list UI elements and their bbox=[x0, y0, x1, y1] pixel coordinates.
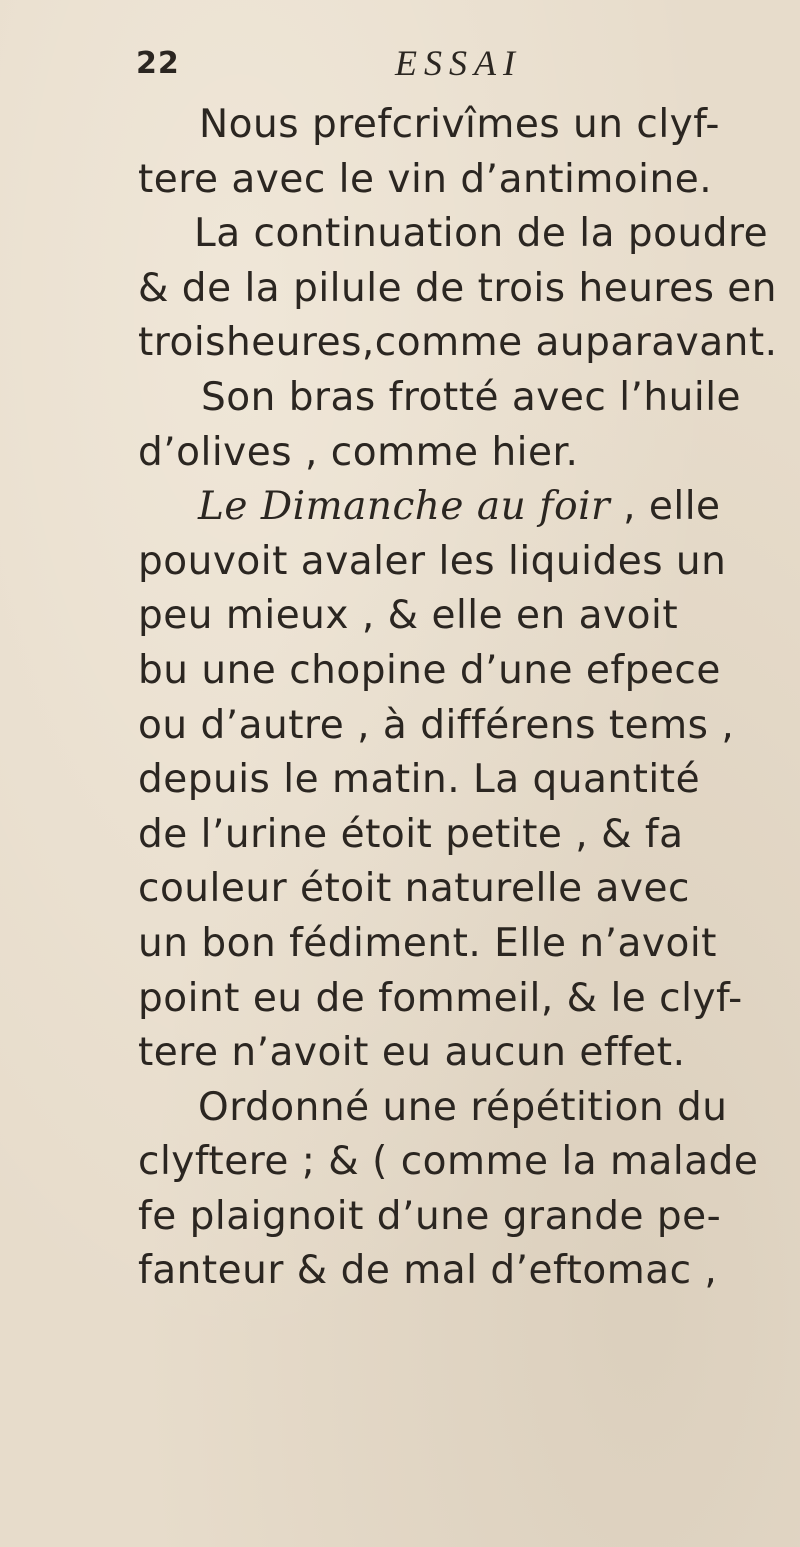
text-line: fanteur & de mal d’eftomac , bbox=[138, 1248, 718, 1294]
body-text bbox=[138, 98, 778, 1299]
text-line-dimanche bbox=[138, 480, 778, 535]
text-line: clyftere ; & ( comme la malade bbox=[138, 1139, 759, 1185]
text-line: fe plaignoit d’une grande pe- bbox=[138, 1193, 722, 1239]
text-line: bu une chopine d’une efpece bbox=[138, 647, 721, 693]
text-line: La continuation de la poudre bbox=[194, 211, 769, 257]
text-line: Nous prefcrivîmes un clyf- bbox=[199, 102, 720, 147]
page-number: 22 bbox=[136, 46, 180, 81]
text-line: couleur étoit naturelle avec bbox=[138, 866, 690, 912]
running-head bbox=[130, 42, 550, 92]
text-line: d’olives , comme hier. bbox=[138, 429, 579, 475]
text-line: peu mieux , & elle en avoit bbox=[138, 593, 679, 639]
day-heading: Le Dimanche au foir bbox=[198, 484, 611, 530]
text-line: point eu de fommeil, & le clyf- bbox=[138, 975, 743, 1021]
text-line: & de la pilule de trois heures en bbox=[138, 265, 778, 311]
text-line: pouvoit avaler les liquides un bbox=[138, 538, 727, 584]
text-line: ou d’autre , à différens tems , bbox=[138, 702, 735, 748]
text-line: Ordonné une répétition du bbox=[198, 1084, 728, 1130]
text-line: un bon fédiment. Elle n’avoit bbox=[138, 920, 717, 966]
text-line: troisheures,comme auparavant. bbox=[138, 320, 778, 366]
text-line: depuis le matin. La quantité bbox=[138, 757, 701, 803]
running-title: ESSAI bbox=[395, 43, 522, 83]
text-line: de l’urine étoit petite , & fa bbox=[138, 811, 684, 857]
text-line: Son bras frotté avec l’huile bbox=[201, 374, 742, 420]
text-line: tere n’avoit eu aucun effet. bbox=[138, 1030, 686, 1076]
text-line: tere avec le vin d’antimoine. bbox=[138, 156, 713, 202]
day-heading-rest: , elle bbox=[610, 484, 721, 530]
